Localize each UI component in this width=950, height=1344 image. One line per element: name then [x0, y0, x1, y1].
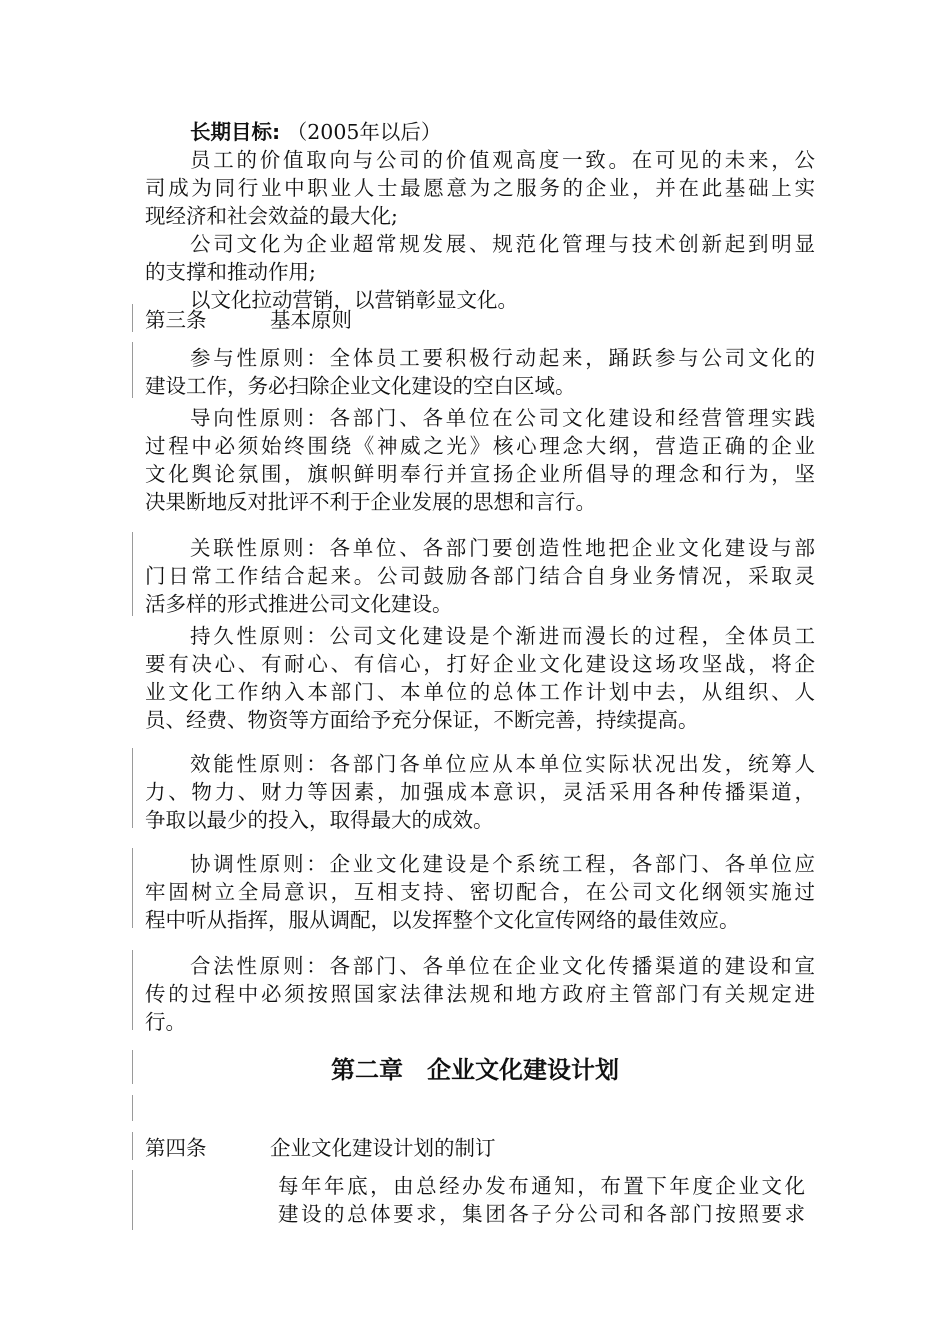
article3-title: 基本原则 — [270, 308, 352, 332]
long-term-heading: 长期目标: — [190, 120, 281, 144]
long-term-p2-line2: 的支撑和推动作用; — [145, 260, 316, 284]
principle6-line2: 牢固树立全局意识，互相支持、密切配合，在公司文化纲领实施过 — [145, 880, 815, 904]
revision-bar — [132, 532, 133, 616]
principle5-line2: 力、物力、财力等因素，加强成本意识，灵活采用各种传播渠道， — [145, 780, 815, 804]
principle5-line3: 争取以最少的投入，取得最大的成效。 — [145, 808, 494, 832]
principle4-line3: 业文化工作纳入本部门、本单位的总体工作计划中去，从组织、人 — [145, 680, 815, 704]
principle1-line2: 建设工作，务必扫除企业文化建设的空白区域。 — [145, 374, 576, 398]
revision-bar — [132, 848, 133, 928]
principle2-line3: 文化舆论氛围，旗帜鲜明奉行并宣扬企业所倡导的理念和行为，坚 — [145, 462, 815, 486]
principle7-line3: 行。 — [145, 1010, 186, 1034]
revision-bar — [132, 1132, 133, 1160]
principle4-line1: 持久性原则：公司文化建设是个渐进而漫长的过程，全体员工 — [190, 624, 815, 648]
long-term-p1-line1: 员工的价值取向与公司的价值观高度一致。在可见的未来，公 — [190, 148, 815, 172]
long-term-period: （2005年以后） — [286, 120, 442, 144]
article3-number: 第三条 — [145, 308, 207, 332]
article4-line1: 每年年底，由总经办发布通知，布置下年度企业文化 — [278, 1174, 805, 1198]
revision-bar — [132, 1095, 133, 1121]
principle6-line3: 程中听从指挥，服从调配，以发挥整个文化宣传网络的最佳效应。 — [145, 908, 740, 932]
long-term-heading-line — [190, 118, 815, 146]
article4-line2: 建设的总体要求，集团各子分公司和各部门按照要求 — [278, 1202, 805, 1226]
principle7-line1: 合法性原则：各部门、各单位在企业文化传播渠道的建设和宣 — [190, 954, 815, 978]
principle2-line2: 过程中必须始终围绕《神威之光》核心理念大纲，营造正确的企业 — [145, 434, 815, 458]
long-term-p1-line2: 司成为同行业中职业人士最愿意为之服务的企业，并在此基础上实 — [145, 176, 815, 200]
principle6-line1: 协调性原则：企业文化建设是个系统工程，各部门、各单位应 — [190, 852, 815, 876]
long-term-p2-line1: 公司文化为企业超常规发展、规范化管理与技术创新起到明显 — [190, 232, 815, 256]
principle7-line2: 传的过程中必须按照国家法律法规和地方政府主管部门有关规定进 — [145, 982, 815, 1006]
principle5-line1: 效能性原则：各部门各单位应从本单位实际状况出发，统筹人 — [190, 752, 815, 776]
article4-title: 企业文化建设计划的制订 — [270, 1136, 496, 1160]
revision-bar — [132, 342, 133, 398]
principle3-line2: 门日常工作结合起来。公司鼓励各部门结合自身业务情况，采取灵 — [145, 564, 815, 588]
revision-bar — [132, 304, 133, 332]
principle4-line4: 员、经费、物资等方面给予充分保证，不断完善，持续提高。 — [145, 708, 699, 732]
revision-bar — [132, 748, 133, 828]
principle4-line2: 要有决心、有耐心、有信心，打好企业文化建设这场攻坚战，将企 — [145, 652, 815, 676]
long-term-p1-line3: 现经济和社会效益的最大化; — [145, 204, 398, 228]
long-term-p3-line1: 以文化拉动营销，以营销彰显文化。 — [190, 288, 518, 312]
principle2-line1: 导向性原则：各部门、各单位在公司文化建设和经营管理实践 — [190, 406, 815, 430]
principle1-line1: 参与性原则：全体员工要积极行动起来，踊跃参与公司文化的 — [190, 346, 815, 370]
revision-bar — [132, 950, 133, 1030]
principle3-line3: 活多样的形式推进公司文化建设。 — [145, 592, 453, 616]
principle2-line4: 决果断地反对批评不利于企业发展的思想和言行。 — [145, 490, 596, 514]
article4-number: 第四条 — [145, 1136, 207, 1160]
revision-bar — [132, 1170, 133, 1230]
chapter2-title: 第二章 企业文化建设计划 — [331, 1056, 619, 1084]
principle3-line1: 关联性原则：各单位、各部门要创造性地把企业文化建设与部 — [190, 536, 815, 560]
